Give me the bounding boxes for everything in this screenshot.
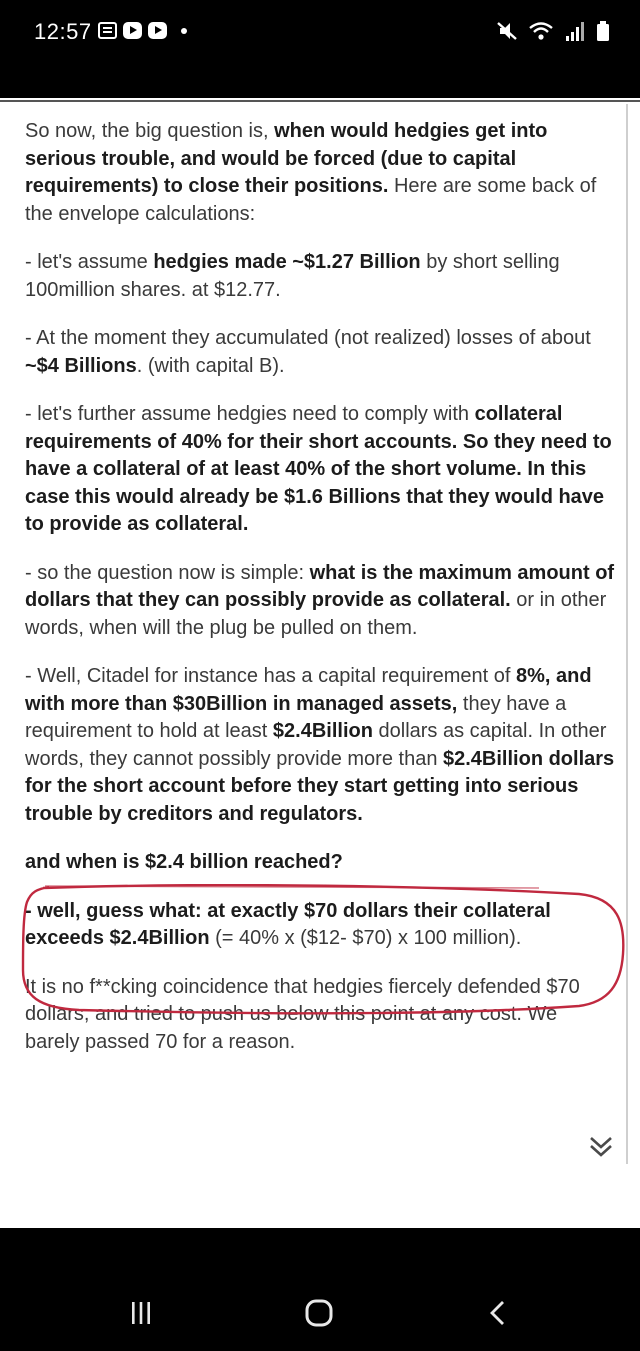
double-chevron-down-icon[interactable]	[585, 1130, 617, 1162]
post-content-area	[0, 98, 640, 1228]
youtube-icon	[148, 22, 167, 39]
status-time: 12:57	[34, 19, 92, 44]
post-question: and when is $2.4 billion reached?	[25, 851, 343, 873]
highlighted-paragraph	[25, 898, 615, 953]
post-paragraph: - let's further assume hedgies need to comply with collateral requirements of 40% for their short accounts. So they need to have a collateral of at least 40% of the short volume. In this case this would already be $1.6 Billions that they would have to provide as collateral.	[25, 403, 612, 535]
recents-icon	[130, 1300, 152, 1326]
post-paragraph: - well, guess what: at exactly $70 dollars their collateral exceeds $2.4Billion (= 40% x ($12- $70) x 100 million).	[25, 899, 551, 949]
scrollbar-track[interactable]	[626, 104, 628, 1164]
notification-icons	[98, 22, 187, 39]
youtube-icon	[123, 22, 142, 39]
home-button[interactable]	[300, 1294, 338, 1332]
mute-icon	[496, 20, 518, 42]
post-paragraph: - Well, Citadel for instance has a capital requirement of 8%, and with more than $30Billion in managed assets, they have a requirement to hold at least $2.4Billion dollars as capital. In other words, they cannot possibly provide more than $2.4Billion dollars for the short account before they start getting into serious trouble by creditors and regulators.	[25, 665, 615, 825]
divider	[0, 98, 640, 102]
signal-icon	[564, 20, 586, 42]
post-paragraph: - let's assume hedgies made ~$1.27 Billion by short selling 100million shares. at $12.77.	[25, 251, 560, 301]
system-icons	[496, 20, 610, 42]
wifi-icon	[528, 20, 554, 42]
post-body	[25, 118, 615, 1077]
notification-dot-icon	[181, 28, 187, 34]
navigation-bar	[0, 1228, 640, 1351]
post-scroll-view[interactable]	[0, 104, 626, 1164]
post-paragraph: - At the moment they accumulated (not realized) losses of about ~$4 Billions. (with capital B).	[25, 327, 591, 377]
battery-icon	[596, 20, 610, 42]
gallery-icon	[98, 22, 117, 39]
home-icon	[304, 1298, 334, 1328]
post-paragraph: So now, the big question is, when would hedgies get into serious trouble, and would be forced (due to capital requirements) to close their positions. Here are some back of the envelope calculations:	[25, 120, 597, 225]
post-paragraph: It is no f**cking coincidence that hedgies fiercely defended $70 dollars, and tried to push us below this point at any cost. We barely passed 70 for a reason.	[25, 975, 580, 1053]
back-icon	[488, 1299, 506, 1327]
post-paragraph: - so the question now is simple: what is the maximum amount of dollars that they can possibly provide as collateral. or in other words, when will the plug be pulled on them.	[25, 561, 615, 639]
recents-button[interactable]	[126, 1296, 156, 1330]
status-bar	[0, 0, 640, 98]
back-button[interactable]	[484, 1296, 510, 1330]
